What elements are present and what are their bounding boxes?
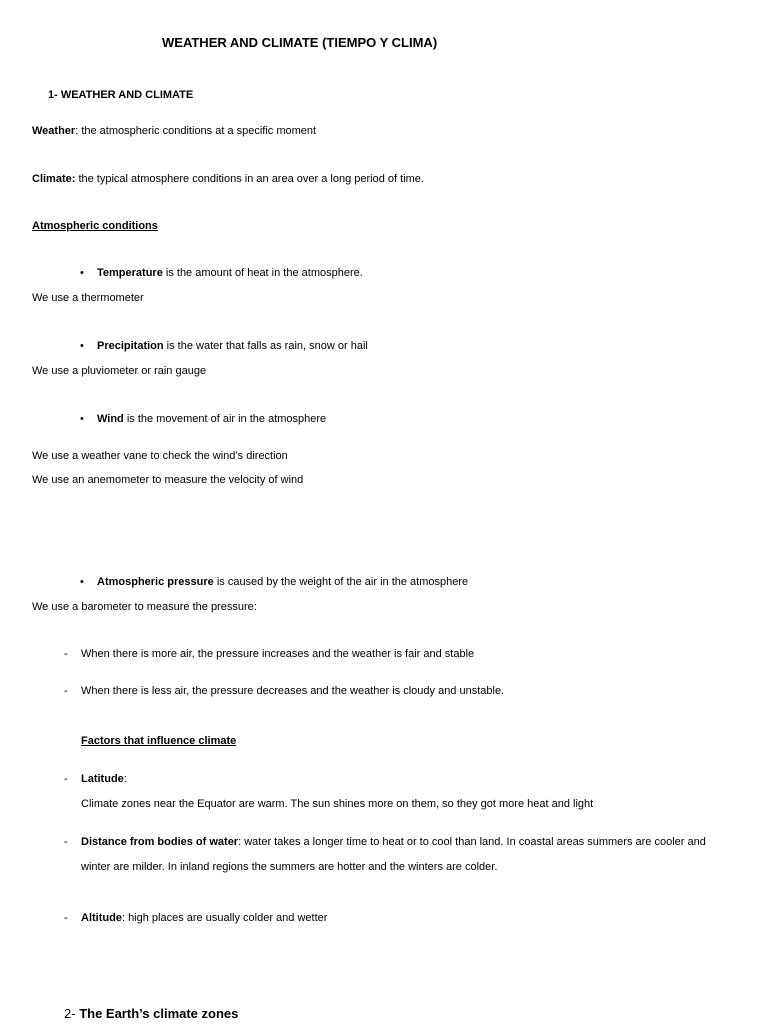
weather-term: Weather [32, 125, 76, 137]
section2-title: The Earth’s climate zones [79, 1006, 239, 1021]
distance-item [81, 836, 706, 849]
page-title: WEATHER AND CLIMATE (TIEMPO Y CLIMA) [162, 35, 438, 50]
temperature-item [97, 267, 363, 280]
bullet-icon: • [80, 340, 84, 352]
section-heading-weather-climate: 1- WEATHER AND CLIMATE [48, 89, 194, 101]
bullet-icon: • [80, 413, 84, 425]
distance-text: : water takes a longer time to heat or to cool than land. In coastal areas summers are cooler and [238, 836, 706, 848]
dash-marker: - [64, 912, 68, 924]
temperature-term: Temperature [97, 267, 163, 279]
dash-marker: - [64, 836, 68, 848]
distance-term: Distance from bodies of water [81, 836, 239, 848]
latitude-term: Latitude [81, 773, 124, 785]
precipitation-item [97, 340, 368, 353]
temperature-text: is the amount of heat in the atmosphere. [162, 267, 363, 279]
climate-definition [32, 173, 424, 186]
distance-line2: winter are milder. In inland regions the summers are hotter and the winters are colder. [81, 861, 498, 873]
temperature-note: We use a thermometer [32, 292, 144, 304]
precipitation-text: is the water that falls as rain, snow or hail [163, 340, 368, 352]
atmospheric-conditions-heading: Atmospheric conditions [32, 220, 158, 232]
climate-term: Climate: [32, 173, 76, 185]
section-heading-climate-zones [64, 1006, 238, 1022]
dash-marker: - [64, 773, 68, 785]
dash-marker: - [64, 648, 68, 660]
altitude-text: : high places are usually colder and wetter [121, 912, 328, 924]
wind-note-anemometer: We use an anemometer to measure the velocity of wind [32, 474, 304, 486]
weather-definition [32, 125, 316, 138]
section2-number: 2- [64, 1006, 76, 1021]
factors-heading: Factors that influence climate [81, 735, 237, 747]
dash-marker: - [64, 685, 68, 697]
weather-text: : the atmospheric conditions at a specific moment [75, 125, 317, 137]
wind-item [97, 413, 326, 426]
latitude-text: : [123, 773, 127, 785]
wind-term: Wind [97, 413, 124, 425]
precipitation-note: We use a pluviometer or rain gauge [32, 365, 207, 377]
altitude-item [81, 912, 327, 925]
pressure-item [97, 576, 468, 589]
latitude-item [81, 773, 127, 786]
latitude-detail: Climate zones near the Equator are warm. The sun shines more on them, so they got more heat and light [81, 798, 594, 810]
bullet-icon: • [80, 576, 84, 588]
wind-text: is the movement of air in the atmosphere [123, 413, 327, 425]
pressure-more-air: When there is more air, the pressure increases and the weather is fair and stable [81, 648, 475, 660]
climate-text: the typical atmosphere conditions in an area over a long period of time. [75, 173, 424, 185]
wind-note-vane: We use a weather vane to check the wind’s direction [32, 450, 288, 462]
bullet-icon: • [80, 267, 84, 279]
pressure-less-air: When there is less air, the pressure decreases and the weather is cloudy and unstable. [81, 685, 505, 697]
precipitation-term: Precipitation [97, 340, 164, 352]
pressure-note: We use a barometer to measure the pressure: [32, 601, 257, 613]
altitude-term: Altitude [81, 912, 122, 924]
pressure-term: Atmospheric pressure [97, 576, 214, 588]
pressure-text: is caused by the weight of the air in the atmosphere [213, 576, 469, 588]
